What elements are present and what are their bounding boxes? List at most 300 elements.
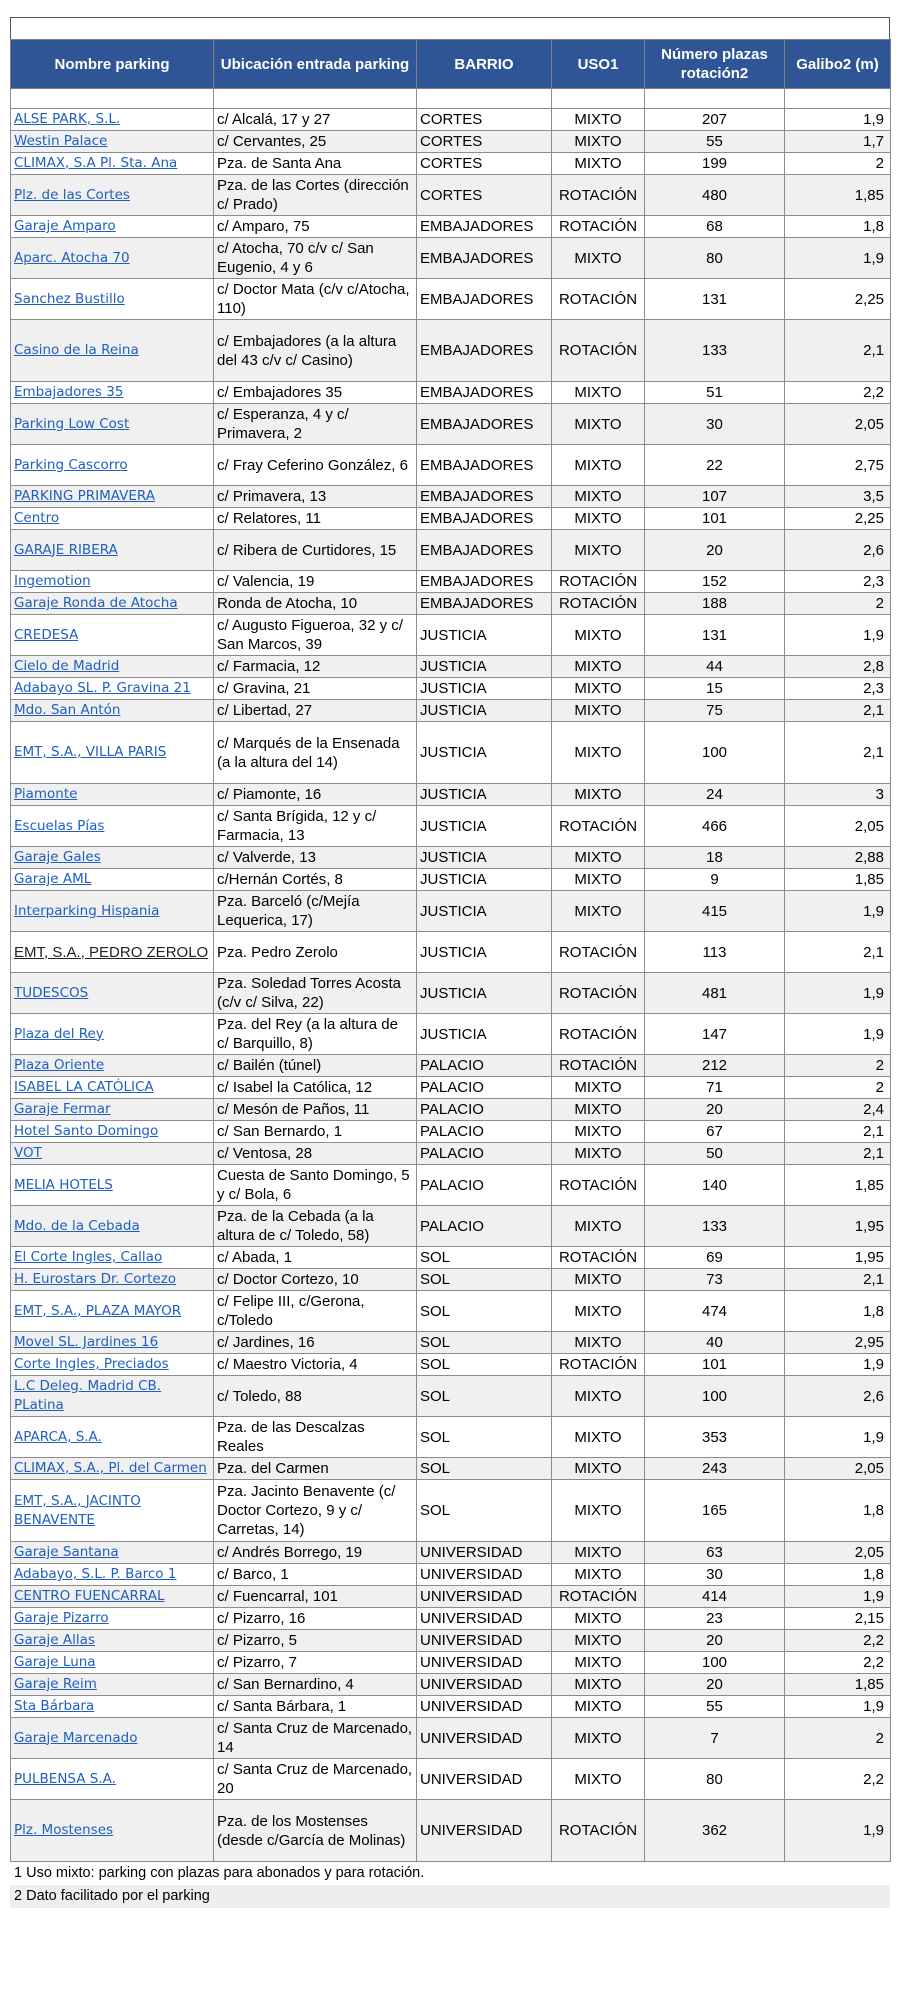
table-row — [11, 382, 891, 404]
table-row — [11, 1291, 891, 1332]
parking-location: c/ Atocha, 70 c/v c/ San Eugenio, 4 y 6 — [214, 238, 417, 279]
parking-barrio: JUSTICIA — [417, 1014, 552, 1055]
parking-name-link[interactable]: Movel SL. Jardines 16 — [11, 1332, 214, 1354]
parking-uso: MIXTO — [552, 1376, 645, 1417]
table-row — [11, 109, 891, 131]
table-row — [11, 1077, 891, 1099]
parking-plazas: 55 — [645, 131, 785, 153]
parking-barrio: SOL — [417, 1332, 552, 1354]
parking-name-link[interactable]: Westin Palace — [11, 131, 214, 153]
parking-location: Pza. Pedro Zerolo — [214, 932, 417, 973]
table-row — [11, 1354, 891, 1376]
parking-name-link[interactable]: TUDESCOS — [11, 973, 214, 1014]
parking-location: Cuesta de Santo Domingo, 5 y c/ Bola, 6 — [214, 1165, 417, 1206]
parking-location: c/ Pizarro, 7 — [214, 1652, 417, 1674]
table-row — [11, 1099, 891, 1121]
header-nombre-parking: Nombre parking — [11, 40, 214, 89]
parking-plazas: 100 — [645, 1652, 785, 1674]
parking-location: c/ Santa Bárbara, 1 — [214, 1696, 417, 1718]
parking-barrio: JUSTICIA — [417, 891, 552, 932]
parking-barrio: JUSTICIA — [417, 932, 552, 973]
parking-uso: MIXTO — [552, 1630, 645, 1652]
parking-name-link[interactable]: Adabayo SL. P. Gravina 21 — [11, 678, 214, 700]
parking-uso: MIXTO — [552, 404, 645, 445]
parking-name-link[interactable]: Corte Ingles, Preciados — [11, 1354, 214, 1376]
parking-barrio: SOL — [417, 1247, 552, 1269]
parking-galibo: 3,5 — [785, 486, 891, 508]
parking-plazas: 20 — [645, 1099, 785, 1121]
parking-plazas: 55 — [645, 1696, 785, 1718]
parking-name-link[interactable]: CLIMAX, S.A., Pl. del Carmen — [11, 1458, 214, 1480]
parking-galibo: 1,9 — [785, 109, 891, 131]
parking-plazas: 44 — [645, 656, 785, 678]
parking-location: c/ Felipe III, c/Gerona, c/Toledo — [214, 1291, 417, 1332]
parking-barrio: UNIVERSIDAD — [417, 1759, 552, 1800]
parking-plazas: 199 — [645, 153, 785, 175]
parking-name-link[interactable]: EMT, S.A., VILLA PARIS — [11, 722, 214, 784]
parking-galibo: 2,1 — [785, 1143, 891, 1165]
parking-barrio: JUSTICIA — [417, 847, 552, 869]
parking-uso: MIXTO — [552, 109, 645, 131]
parking-table — [10, 39, 891, 1862]
parking-uso: MIXTO — [552, 1674, 645, 1696]
parking-uso: MIXTO — [552, 1608, 645, 1630]
parking-plazas: 353 — [645, 1417, 785, 1458]
parking-location: c/ Valverde, 13 — [214, 847, 417, 869]
parking-barrio: CORTES — [417, 131, 552, 153]
parking-galibo: 2 — [785, 1055, 891, 1077]
table-row — [11, 722, 891, 784]
table-row — [11, 1586, 891, 1608]
table-row — [11, 530, 891, 571]
parking-barrio: PALACIO — [417, 1165, 552, 1206]
parking-barrio: UNIVERSIDAD — [417, 1564, 552, 1586]
parking-location: c/ Pizarro, 16 — [214, 1608, 417, 1630]
parking-plazas: 63 — [645, 1542, 785, 1564]
table-row — [11, 678, 891, 700]
parking-name-link[interactable]: Parking Low Cost — [11, 404, 214, 445]
parking-uso: MIXTO — [552, 1143, 645, 1165]
parking-barrio: SOL — [417, 1269, 552, 1291]
parking-name-link[interactable]: Interparking Hispania — [11, 891, 214, 932]
table-row — [11, 1332, 891, 1354]
parking-barrio: PALACIO — [417, 1099, 552, 1121]
parking-name-link[interactable]: Garaje Marcenado — [11, 1718, 214, 1759]
parking-galibo: 1,9 — [785, 1354, 891, 1376]
parking-table-container — [10, 17, 890, 1908]
parking-name-link[interactable]: CLIMAX, S.A Pl. Sta. Ana — [11, 153, 214, 175]
parking-plazas: 80 — [645, 238, 785, 279]
parking-name-link[interactable]: Casino de la Reina — [11, 320, 214, 382]
parking-galibo: 2,6 — [785, 530, 891, 571]
parking-barrio: SOL — [417, 1291, 552, 1332]
parking-location: c/ Embajadores (a la altura del 43 c/v c/ Casino) — [214, 320, 417, 382]
parking-uso: MIXTO — [552, 1206, 645, 1247]
parking-name-link[interactable]: Parking Cascorro — [11, 445, 214, 486]
parking-name-link[interactable]: El Corte Ingles, Callao — [11, 1247, 214, 1269]
parking-location: c/ Barco, 1 — [214, 1564, 417, 1586]
parking-location: c/ Piamonte, 16 — [214, 784, 417, 806]
table-row — [11, 508, 891, 530]
parking-barrio: EMBAJADORES — [417, 238, 552, 279]
parking-barrio: PALACIO — [417, 1206, 552, 1247]
parking-barrio: JUSTICIA — [417, 678, 552, 700]
parking-location: c/ Andrés Borrego, 19 — [214, 1542, 417, 1564]
parking-plazas: 15 — [645, 678, 785, 700]
parking-name-link[interactable]: Escuelas Pías — [11, 806, 214, 847]
parking-galibo: 1,85 — [785, 869, 891, 891]
footnote-2: 2 Dato facilitado por el parking — [10, 1885, 890, 1908]
table-row — [11, 891, 891, 932]
parking-location: Pza. Soledad Torres Acosta (c/v c/ Silva, 22) — [214, 973, 417, 1014]
parking-galibo: 2,05 — [785, 1542, 891, 1564]
parking-galibo: 1,8 — [785, 1480, 891, 1542]
parking-uso: MIXTO — [552, 891, 645, 932]
parking-name-link[interactable]: Cielo de Madrid — [11, 656, 214, 678]
parking-uso: MIXTO — [552, 678, 645, 700]
parking-name-link[interactable]: MELIA HOTELS — [11, 1165, 214, 1206]
parking-name-link[interactable]: Sta Bárbara — [11, 1696, 214, 1718]
parking-galibo: 1,85 — [785, 175, 891, 216]
parking-name-link[interactable]: GARAJE RIBERA — [11, 530, 214, 571]
parking-barrio: EMBAJADORES — [417, 279, 552, 320]
parking-plazas: 20 — [645, 530, 785, 571]
parking-galibo: 2,4 — [785, 1099, 891, 1121]
table-row — [11, 869, 891, 891]
table-row — [11, 1417, 891, 1458]
parking-galibo: 2,1 — [785, 1121, 891, 1143]
parking-name-link[interactable]: Centro — [11, 508, 214, 530]
parking-barrio: SOL — [417, 1376, 552, 1417]
parking-plazas: 140 — [645, 1165, 785, 1206]
parking-plazas: 133 — [645, 1206, 785, 1247]
parking-location: c/ Jardines, 16 — [214, 1332, 417, 1354]
parking-name-link[interactable]: Plz. de las Cortes — [11, 175, 214, 216]
parking-galibo: 1,7 — [785, 131, 891, 153]
footnotes — [10, 1862, 890, 1908]
parking-name-link[interactable]: Garaje Fermar — [11, 1099, 214, 1121]
parking-plazas: 50 — [645, 1143, 785, 1165]
parking-name-link[interactable]: VOT — [11, 1143, 214, 1165]
parking-name-link[interactable]: Aparc. Atocha 70 — [11, 238, 214, 279]
parking-plazas: 481 — [645, 973, 785, 1014]
parking-galibo: 1,9 — [785, 1014, 891, 1055]
table-row — [11, 1121, 891, 1143]
parking-plazas: 68 — [645, 216, 785, 238]
parking-galibo: 2,1 — [785, 932, 891, 973]
parking-galibo: 1,9 — [785, 1417, 891, 1458]
parking-plazas: 101 — [645, 508, 785, 530]
parking-barrio: EMBAJADORES — [417, 571, 552, 593]
parking-name-link[interactable]: Garaje Santana — [11, 1542, 214, 1564]
parking-barrio: UNIVERSIDAD — [417, 1586, 552, 1608]
parking-name-link[interactable]: Garaje Ronda de Atocha — [11, 593, 214, 615]
parking-plazas: 100 — [645, 722, 785, 784]
parking-location: c/ Esperanza, 4 y c/ Primavera, 2 — [214, 404, 417, 445]
parking-uso: MIXTO — [552, 1564, 645, 1586]
parking-barrio: JUSTICIA — [417, 656, 552, 678]
parking-name-link[interactable]: Garaje Pizarro — [11, 1608, 214, 1630]
parking-uso: ROTACIÓN — [552, 973, 645, 1014]
parking-plazas: 30 — [645, 1564, 785, 1586]
parking-location: c/ Abada, 1 — [214, 1247, 417, 1269]
parking-uso: ROTACIÓN — [552, 1354, 645, 1376]
parking-galibo: 2,05 — [785, 806, 891, 847]
parking-barrio: SOL — [417, 1458, 552, 1480]
table-row — [11, 1458, 891, 1480]
parking-galibo: 2,1 — [785, 722, 891, 784]
parking-barrio: UNIVERSIDAD — [417, 1674, 552, 1696]
parking-uso: MIXTO — [552, 1077, 645, 1099]
parking-plazas: 30 — [645, 404, 785, 445]
parking-name-link[interactable]: Hotel Santo Domingo — [11, 1121, 214, 1143]
parking-galibo: 2,3 — [785, 678, 891, 700]
table-row — [11, 700, 891, 722]
parking-barrio: EMBAJADORES — [417, 445, 552, 486]
parking-galibo: 2,95 — [785, 1332, 891, 1354]
header-uso: USO1 — [552, 40, 645, 89]
table-row — [11, 279, 891, 320]
parking-location: c/ Farmacia, 12 — [214, 656, 417, 678]
table-row — [11, 973, 891, 1014]
parking-location: Ronda de Atocha, 10 — [214, 593, 417, 615]
parking-plazas: 165 — [645, 1480, 785, 1542]
parking-plazas: 80 — [645, 1759, 785, 1800]
table-row — [11, 238, 891, 279]
parking-uso: MIXTO — [552, 1099, 645, 1121]
parking-uso: ROTACIÓN — [552, 1586, 645, 1608]
parking-barrio: UNIVERSIDAD — [417, 1630, 552, 1652]
parking-galibo: 3 — [785, 784, 891, 806]
parking-name-link[interactable]: Piamonte — [11, 784, 214, 806]
table-row — [11, 615, 891, 656]
parking-name-link[interactable]: Plaza del Rey — [11, 1014, 214, 1055]
parking-plazas: 113 — [645, 932, 785, 973]
parking-name-link[interactable]: H. Eurostars Dr. Cortezo — [11, 1269, 214, 1291]
parking-barrio: EMBAJADORES — [417, 382, 552, 404]
table-row — [11, 1055, 891, 1077]
parking-location: c/ Santa Cruz de Marcenado, 20 — [214, 1759, 417, 1800]
parking-uso: ROTACIÓN — [552, 216, 645, 238]
parking-plazas: 51 — [645, 382, 785, 404]
parking-location: c/ Doctor Mata (c/v c/Atocha, 110) — [214, 279, 417, 320]
parking-uso: MIXTO — [552, 1480, 645, 1542]
parking-galibo: 1,9 — [785, 615, 891, 656]
parking-plazas: 480 — [645, 175, 785, 216]
parking-galibo: 2,1 — [785, 700, 891, 722]
parking-plazas: 131 — [645, 615, 785, 656]
parking-name-link[interactable]: CREDESA — [11, 615, 214, 656]
parking-uso: MIXTO — [552, 722, 645, 784]
parking-galibo: 2,15 — [785, 1608, 891, 1630]
parking-uso: ROTACIÓN — [552, 1247, 645, 1269]
parking-barrio: EMBAJADORES — [417, 320, 552, 382]
parking-name-link[interactable]: Plz. Mostenses — [11, 1800, 214, 1862]
parking-name-link[interactable]: CENTRO FUENCARRAL — [11, 1586, 214, 1608]
parking-location: c/ Maestro Victoria, 4 — [214, 1354, 417, 1376]
parking-name-link[interactable]: Sanchez Bustillo — [11, 279, 214, 320]
parking-galibo: 2,25 — [785, 508, 891, 530]
parking-location: Pza. de las Cortes (dirección c/ Prado) — [214, 175, 417, 216]
parking-location: Pza. Jacinto Benavente (c/ Doctor Cortezo, 9 y c/ Carretas, 14) — [214, 1480, 417, 1542]
parking-galibo: 1,95 — [785, 1206, 891, 1247]
table-top-bar — [10, 17, 890, 39]
parking-uso: MIXTO — [552, 1542, 645, 1564]
parking-name-link[interactable]: ISABEL LA CATÓLICA — [11, 1077, 214, 1099]
parking-uso: ROTACIÓN — [552, 571, 645, 593]
parking-barrio: PALACIO — [417, 1077, 552, 1099]
parking-location: c/ Amparo, 75 — [214, 216, 417, 238]
parking-name-link[interactable]: Embajadores 35 — [11, 382, 214, 404]
parking-location: c/ Valencia, 19 — [214, 571, 417, 593]
parking-uso: MIXTO — [552, 131, 645, 153]
parking-location: c/ Fray Ceferino González, 6 — [214, 445, 417, 486]
parking-name-link[interactable]: ALSE PARK, S.L. — [11, 109, 214, 131]
table-row — [11, 806, 891, 847]
parking-plazas: 212 — [645, 1055, 785, 1077]
parking-galibo: 1,9 — [785, 1696, 891, 1718]
parking-name-link[interactable]: Mdo. de la Cebada — [11, 1206, 214, 1247]
parking-barrio: CORTES — [417, 175, 552, 216]
table-row — [11, 445, 891, 486]
parking-plazas: 207 — [645, 109, 785, 131]
parking-barrio: JUSTICIA — [417, 722, 552, 784]
parking-plazas: 23 — [645, 1608, 785, 1630]
parking-name-link[interactable]: Garaje Reim — [11, 1674, 214, 1696]
table-row — [11, 1014, 891, 1055]
parking-plazas: 362 — [645, 1800, 785, 1862]
parking-name-link[interactable]: Garaje Gales — [11, 847, 214, 869]
parking-location: Pza. de los Mostenses (desde c/García de Molinas) — [214, 1800, 417, 1862]
parking-uso: MIXTO — [552, 1332, 645, 1354]
table-row — [11, 404, 891, 445]
parking-barrio: UNIVERSIDAD — [417, 1696, 552, 1718]
parking-name-link[interactable]: Garaje AML — [11, 869, 214, 891]
header-ubicacion: Ubicación entrada parking — [214, 40, 417, 89]
parking-location: c/ Ventosa, 28 — [214, 1143, 417, 1165]
parking-galibo: 2,3 — [785, 571, 891, 593]
parking-plazas: 69 — [645, 1247, 785, 1269]
parking-barrio: PALACIO — [417, 1143, 552, 1165]
parking-uso: MIXTO — [552, 1759, 645, 1800]
table-row — [11, 656, 891, 678]
parking-name-link[interactable]: PULBENSA S.A. — [11, 1759, 214, 1800]
parking-barrio: UNIVERSIDAD — [417, 1718, 552, 1759]
parking-name-link[interactable]: EMT, S.A., JACINTO BENAVENTE — [11, 1480, 214, 1542]
parking-barrio: EMBAJADORES — [417, 508, 552, 530]
parking-uso: ROTACIÓN — [552, 279, 645, 320]
parking-name-link[interactable]: Ingemotion — [11, 571, 214, 593]
parking-uso: MIXTO — [552, 700, 645, 722]
parking-location: Pza. de la Cebada (a la altura de c/ Toledo, 58) — [214, 1206, 417, 1247]
parking-galibo: 2,8 — [785, 656, 891, 678]
table-row — [11, 1206, 891, 1247]
parking-uso: MIXTO — [552, 869, 645, 891]
table-row — [11, 593, 891, 615]
parking-galibo: 2,25 — [785, 279, 891, 320]
parking-plazas: 188 — [645, 593, 785, 615]
parking-uso: MIXTO — [552, 445, 645, 486]
parking-uso: MIXTO — [552, 382, 645, 404]
parking-name-link[interactable]: Garaje Allas — [11, 1630, 214, 1652]
header-galibo: Galibo2 (m) — [785, 40, 891, 89]
parking-name-link[interactable]: APARCA, S.A. — [11, 1417, 214, 1458]
parking-plazas: 73 — [645, 1269, 785, 1291]
parking-barrio: PALACIO — [417, 1055, 552, 1077]
parking-barrio: UNIVERSIDAD — [417, 1800, 552, 1862]
parking-name-link[interactable]: EMT, S.A., PLAZA MAYOR — [11, 1291, 214, 1332]
parking-galibo: 2,2 — [785, 1759, 891, 1800]
parking-name-link[interactable]: Garaje Luna — [11, 1652, 214, 1674]
parking-plazas: 415 — [645, 891, 785, 932]
parking-name-link[interactable]: Garaje Amparo — [11, 216, 214, 238]
parking-name-link[interactable]: Adabayo, S.L. P. Barco 1 — [11, 1564, 214, 1586]
table-row — [11, 1564, 891, 1586]
table-row — [11, 486, 891, 508]
parking-plazas: 67 — [645, 1121, 785, 1143]
parking-plazas: 7 — [645, 1718, 785, 1759]
parking-galibo: 1,9 — [785, 1800, 891, 1862]
parking-galibo: 2,2 — [785, 382, 891, 404]
parking-galibo: 1,8 — [785, 1291, 891, 1332]
parking-galibo: 2,2 — [785, 1652, 891, 1674]
table-row — [11, 1696, 891, 1718]
parking-uso: MIXTO — [552, 656, 645, 678]
parking-uso: ROTACIÓN — [552, 1014, 645, 1055]
parking-name-link[interactable]: Mdo. San Antón — [11, 700, 214, 722]
parking-uso: MIXTO — [552, 153, 645, 175]
parking-plazas: 243 — [645, 1458, 785, 1480]
parking-barrio: JUSTICIA — [417, 973, 552, 1014]
parking-galibo: 2 — [785, 153, 891, 175]
parking-location: c/ San Bernardo, 1 — [214, 1121, 417, 1143]
parking-plazas: 9 — [645, 869, 785, 891]
table-row — [11, 1165, 891, 1206]
parking-galibo: 1,9 — [785, 238, 891, 279]
parking-location: c/ Bailén (túnel) — [214, 1055, 417, 1077]
table-row — [11, 320, 891, 382]
parking-galibo: 1,85 — [785, 1165, 891, 1206]
parking-barrio: CORTES — [417, 153, 552, 175]
parking-galibo: 2,05 — [785, 404, 891, 445]
parking-barrio: EMBAJADORES — [417, 404, 552, 445]
parking-name-link[interactable]: PARKING PRIMAVERA — [11, 486, 214, 508]
parking-barrio: SOL — [417, 1480, 552, 1542]
parking-name-link[interactable]: Plaza Oriente — [11, 1055, 214, 1077]
parking-barrio: UNIVERSIDAD — [417, 1542, 552, 1564]
table-row — [11, 1759, 891, 1800]
parking-name-link[interactable]: L.C Deleg. Madrid CB. PLatina — [11, 1376, 214, 1417]
header-row — [11, 40, 891, 89]
table-row — [11, 1718, 891, 1759]
parking-location: c/ Ribera de Curtidores, 15 — [214, 530, 417, 571]
table-row — [11, 1608, 891, 1630]
parking-galibo: 1,9 — [785, 973, 891, 1014]
parking-location: c/ Fuencarral, 101 — [214, 1586, 417, 1608]
table-row — [11, 153, 891, 175]
parking-galibo: 2 — [785, 1718, 891, 1759]
parking-uso: ROTACIÓN — [552, 593, 645, 615]
parking-barrio: UNIVERSIDAD — [417, 1652, 552, 1674]
table-row — [11, 1674, 891, 1696]
parking-barrio: SOL — [417, 1354, 552, 1376]
parking-plazas: 466 — [645, 806, 785, 847]
table-row — [11, 1630, 891, 1652]
table-row — [11, 1269, 891, 1291]
parking-galibo: 2,6 — [785, 1376, 891, 1417]
table-row — [11, 1542, 891, 1564]
parking-galibo: 1,95 — [785, 1247, 891, 1269]
